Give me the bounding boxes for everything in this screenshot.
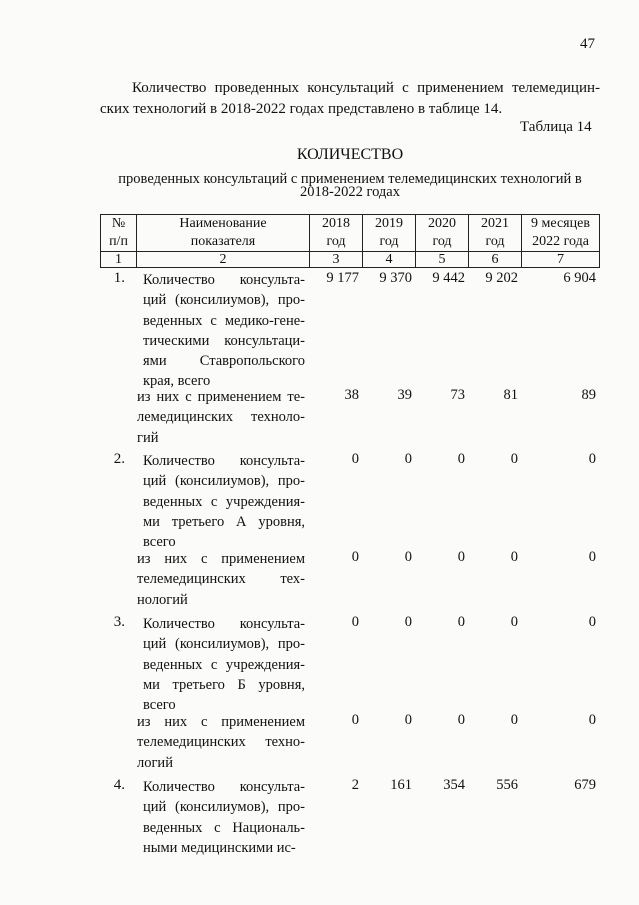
col-number-1: 1 [100, 251, 137, 268]
value-2019: 9 370 [379, 270, 412, 286]
header-col-1 [100, 214, 137, 252]
subtitle-line-1: проведенных консультаций с применением телемедицинских технологий в [118, 171, 582, 187]
table-subtitle [100, 173, 600, 199]
header-col-6-line-1: 2021 [481, 216, 509, 231]
header-col-6 [468, 214, 522, 252]
header-col-1-line-1: № [111, 216, 126, 231]
header-col-5 [415, 214, 469, 252]
table-label: Таблица 14 [520, 119, 592, 135]
value-2018: 38 [344, 387, 359, 403]
value-2019: 0 [404, 712, 412, 728]
value-2021: 0 [510, 549, 518, 565]
header-col-3-line-1: 2018 [322, 216, 350, 231]
value-2020: 73 [450, 387, 465, 403]
value-2018: 0 [351, 451, 359, 467]
value-2021: 9 202 [485, 270, 518, 286]
value-2019: 0 [404, 451, 412, 467]
table-title: КОЛИЧЕСТВО [296, 146, 404, 163]
row-name: из них с применением телемедицинских тех-нологий [137, 551, 305, 608]
header-col-3-line-2: год [326, 234, 346, 249]
header-col-6-line-2: год [485, 234, 505, 249]
header-col-4-line-1: 2019 [375, 216, 403, 231]
value-2022-9m: 0 [588, 549, 596, 565]
row-name: Количество консульта-ций (консилиумов), про-веденных с учреждения-ми третьего А уровня, всего [143, 453, 305, 551]
row-name: из них с применением телемедицинских техно-логий [137, 714, 305, 771]
value-2020: 9 442 [432, 270, 465, 286]
value-2022-9m: 0 [588, 614, 596, 630]
col-number-6: 6 [468, 251, 522, 268]
value-2022-9m: 679 [574, 777, 596, 793]
value-2020: 0 [457, 712, 465, 728]
value-2019: 161 [390, 777, 412, 793]
value-2021: 556 [496, 777, 518, 793]
header-col-2 [136, 214, 310, 252]
col-number-2: 2 [136, 251, 310, 268]
row-name: Количество консульта-ций (консилиумов), про-веденных с учреждения-ми третьего Б уровня, всего [143, 616, 305, 714]
value-2018: 0 [351, 549, 359, 565]
col-number-5: 5 [415, 251, 469, 268]
subtitle-line-2: 2018-2022 годах [300, 184, 400, 200]
value-2021: 0 [510, 712, 518, 728]
row-number: 4. [113, 777, 125, 793]
header-col-1-line-2: п/п [109, 234, 128, 249]
header-col-5-line-2: год [432, 234, 452, 249]
header-col-2-line-2: показателя [190, 234, 256, 249]
header-col-7 [521, 214, 600, 252]
row-number: 3. [113, 614, 125, 630]
row-name: из них с применением те-лемедицинских техноло-гий [137, 389, 305, 446]
value-2019: 0 [404, 549, 412, 565]
value-2019: 39 [397, 387, 412, 403]
value-2018: 0 [351, 614, 359, 630]
header-col-2-line-1: Наименование [179, 216, 267, 231]
header-col-4 [362, 214, 416, 252]
value-2022-9m: 89 [581, 387, 596, 403]
value-2019: 0 [404, 614, 412, 630]
value-2021: 0 [510, 614, 518, 630]
value-2018: 2 [351, 777, 359, 793]
page-number: 47 [580, 36, 595, 52]
value-2022-9m: 0 [588, 712, 596, 728]
header-col-5-line-1: 2020 [428, 216, 456, 231]
value-2020: 0 [457, 451, 465, 467]
value-2020: 0 [457, 614, 465, 630]
value-2018: 0 [351, 712, 359, 728]
intro-line-1: Количество проведенных консультаций с применением телемедицин- [132, 80, 600, 96]
header-col-4-line-2: год [379, 234, 399, 249]
value-2021: 0 [510, 451, 518, 467]
col-number-7: 7 [521, 251, 600, 268]
value-2020: 0 [457, 549, 465, 565]
value-2020: 354 [443, 777, 465, 793]
row-name: Количество консульта-ций (консилиумов), про-веденных с медико-гене-тическими консультаци-ями Ставропольского края, всего [143, 272, 305, 390]
value-2022-9m: 6 904 [563, 270, 596, 286]
header-col-7-line-2: 2022 года [532, 234, 589, 249]
value-2021: 81 [503, 387, 518, 403]
value-2022-9m: 0 [588, 451, 596, 467]
header-col-7-line-1: 9 месяцев [531, 216, 590, 231]
value-2018: 9 177 [326, 270, 359, 286]
col-number-4: 4 [362, 251, 416, 268]
intro-line-2: ских технологий в 2018-2022 годах представлено в таблице 14. [100, 101, 503, 117]
row-number: 1. [113, 270, 125, 286]
col-number-3: 3 [309, 251, 363, 268]
row-number: 2. [113, 451, 125, 467]
intro-paragraph [100, 78, 600, 120]
header-col-3 [309, 214, 363, 252]
row-name: Количество консульта-ций (консилиумов), про-веденных с Националь-ными медицинскими ис- [143, 779, 305, 856]
